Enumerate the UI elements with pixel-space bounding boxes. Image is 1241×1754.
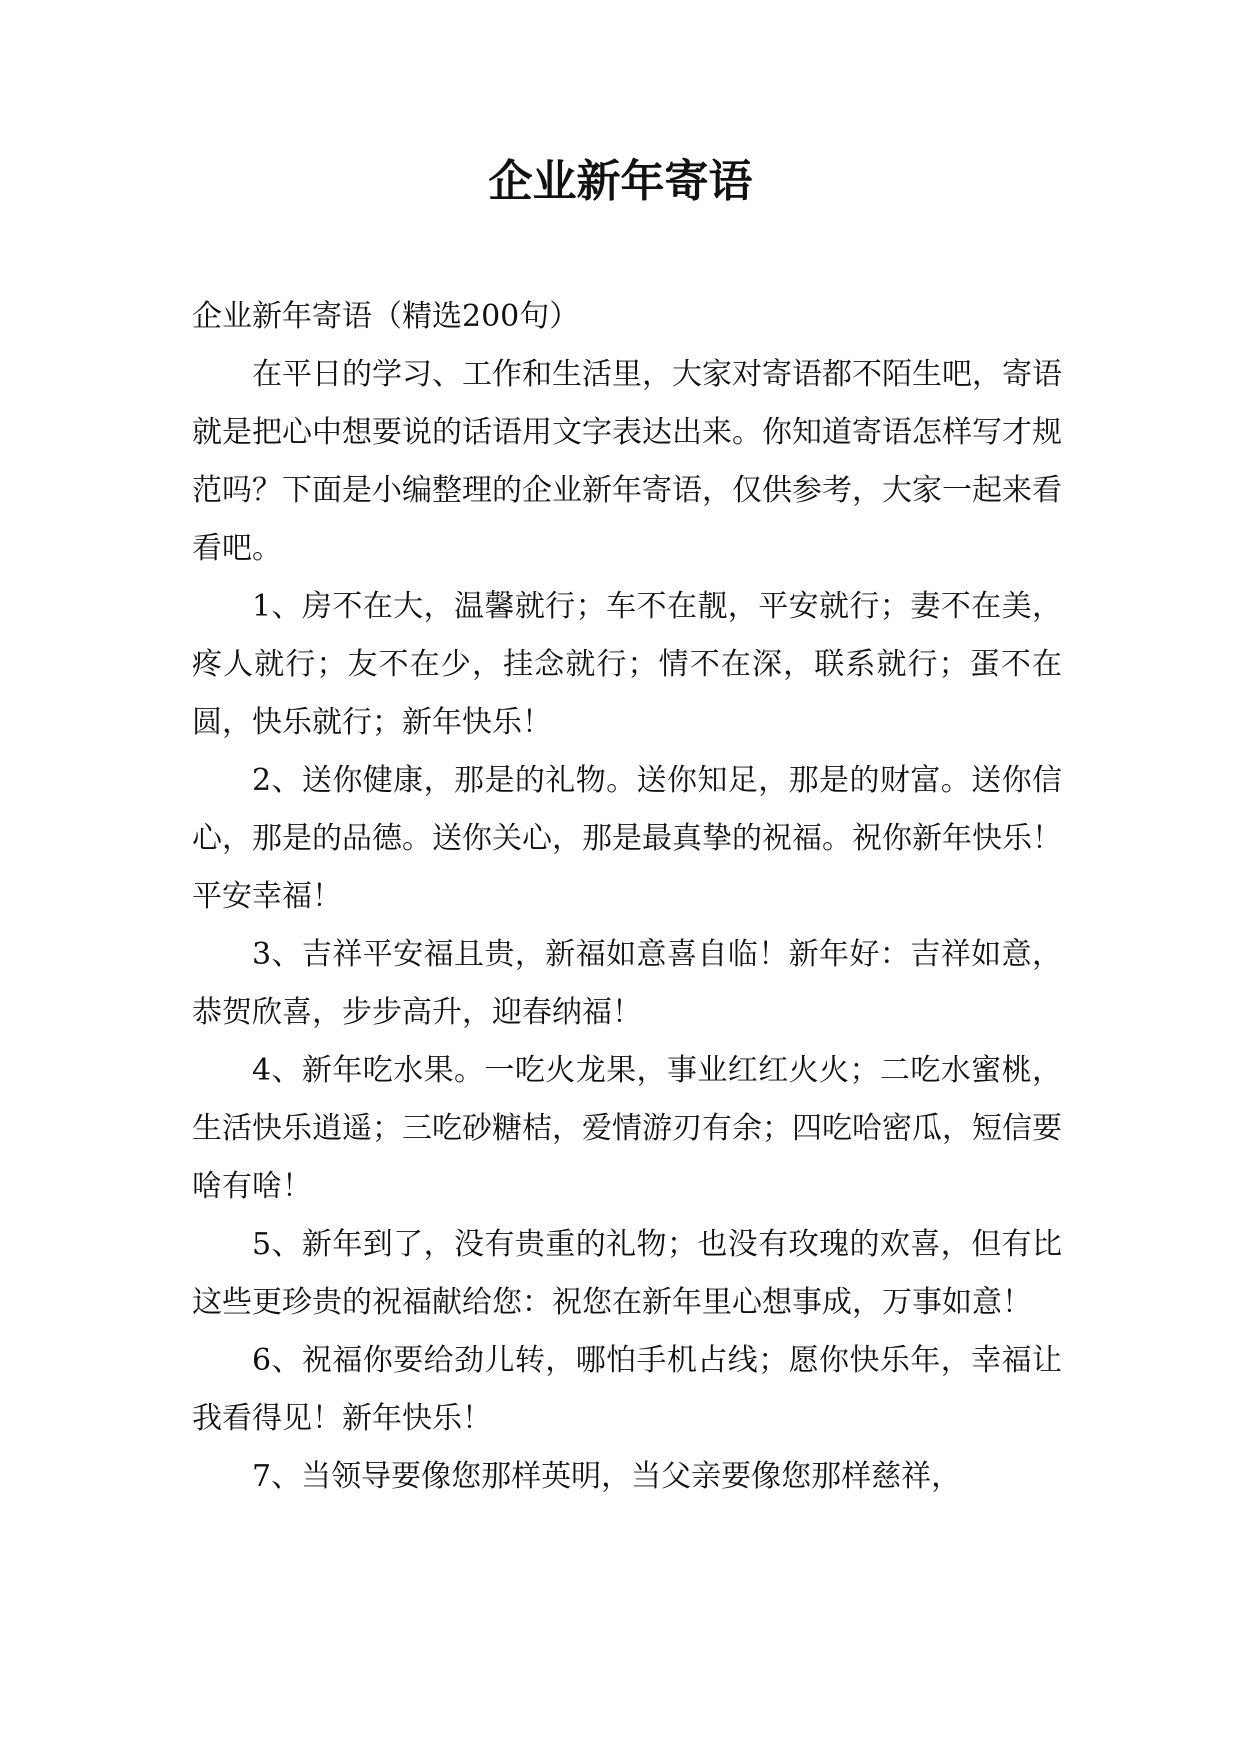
greeting-item-1: 1、房不在大，温馨就行；车不在靓，平安就行；妻不在美，疼人就行；友不在少，挂念就行；情不在深，联系就行；蛋不在圆，快乐就行；新年快乐！	[192, 589, 1062, 740]
greeting-item-2: 2、送你健康，那是的礼物。送你知足，那是的财富。送你信心，那是的品德。送你关心，那是最真挚的祝福。祝你新年快乐！平安幸福！	[192, 763, 1062, 914]
intro-paragraph: 在平日的学习、工作和生活里，大家对寄语都不陌生吧，寄语就是把心中想要说的话语用文字表达出来。你知道寄语怎样写才规范吗？下面是小编整理的企业新年寄语，仅供参考，大家一起来看看吧。	[192, 357, 1062, 566]
greeting-item-4: 4、新年吃水果。一吃火龙果，事业红红火火；二吃水蜜桃，生活快乐逍遥；三吃砂糖桔，爱情游刃有余；四吃哈密瓜，短信要啥有啥！	[192, 1053, 1062, 1204]
document-title: 企业新年寄语	[488, 156, 753, 207]
document-subtitle: 企业新年寄语（精选200句）	[192, 299, 580, 334]
greeting-item-6: 6、祝福你要给劲儿转，哪怕手机占线；愿你快乐年，幸福让我看得见！新年快乐！	[192, 1343, 1062, 1436]
greeting-item-5: 5、新年到了，没有贵重的礼物；也没有玫瑰的欢喜，但有比这些更珍贵的祝福献给您：祝您在新年里心想事成，万事如意！	[192, 1227, 1062, 1320]
greeting-item-3: 3、吉祥平安福且贵，新福如意喜自临！新年好：吉祥如意，恭贺欣喜，步步高升，迎春纳福！	[192, 937, 1062, 1030]
document-body	[192, 288, 1062, 1506]
greeting-item-7: 7、当领导要像您那样英明，当父亲要像您那样慈祥，	[252, 1459, 962, 1494]
